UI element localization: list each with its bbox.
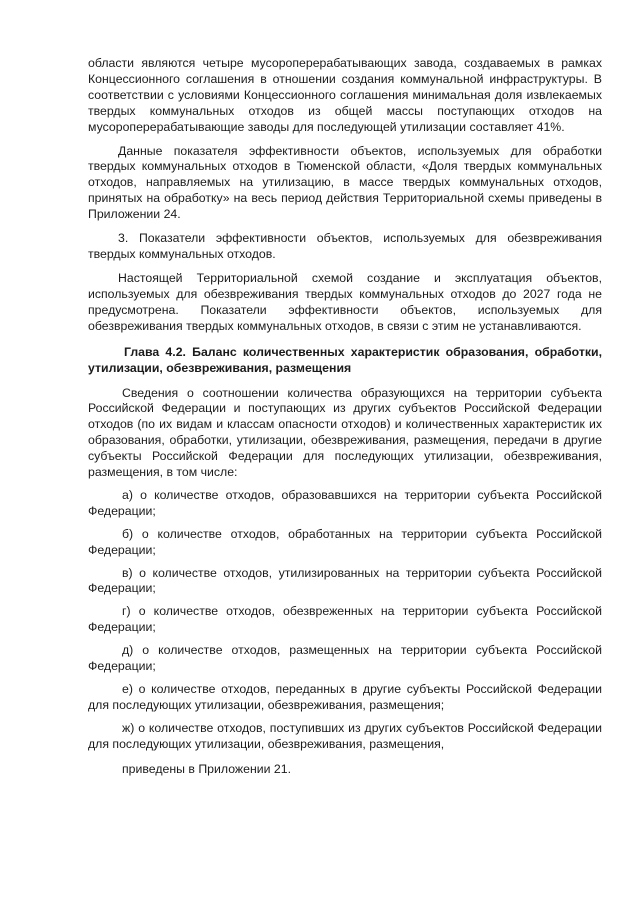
list-item-d: д) о количестве отходов, размещенных на территории субъекта Российской Федерации;	[88, 643, 602, 674]
list-item-g: г) о количестве отходов, обезвреженных на территории субъекта Российской Федерации;	[88, 604, 602, 635]
paragraph-closing: приведены в Приложении 21.	[122, 761, 292, 776]
list-item-b: б) о количестве отходов, обработанных на территории субъекта Российской Федерации;	[88, 526, 602, 557]
list-item-v: в) о количестве отходов, утилизированных на территории субъекта Российской Федерации;	[88, 565, 602, 596]
list-item-a: а) о количестве отходов, образовавшихся на территории субъекта Российской Федерации;	[88, 487, 602, 518]
paragraph-neutralization: Настоящей Территориальной схемой создание и эксплуатация объектов, используемых для обезвреживания твердых коммунальных отходов до 2027 года не предусмотрена. Показатели эффективности объектов, используемых для обезвреживания твердых коммунальных отходов, в связи с этим не устанавливаются.	[88, 270, 602, 333]
paragraph-concession-share: области являются четыре мусороперерабатывающих завода, создаваемых в рамках Концессионного соглашения в отношении создания коммунальной инфраструктуры. В соответствии с условиями Концессионного соглашения минимальная доля извлекаемых твердых коммунальных отходов из общей массы поступающих отходов на мусороперерабатывающие заводы для последующей утилизации составляет 41%.	[88, 56, 602, 134]
paragraph-intro: Сведения о соотношении количества образующихся на территории субъекта Российской Федерации и поступающих из других субъектов Российской Федерации отходов (по их видам и классам опасности отходов) и количественных характеристик их образования, обработки, утилизации, обезвреживания, размещения, передачи в другие субъекты Российской Федерации для последующих утилизации, обезвреживания, размещения, в том числе:	[88, 385, 602, 480]
document-page	[88, 56, 602, 778]
list-item-e: е) о количестве отходов, переданных в другие субъекты Российской Федерации для последующих утилизации, обезвреживания, размещения;	[88, 682, 602, 712]
list-item-zh: ж) о количестве отходов, поступивших из других субъектов Российской Федерации для последующих утилизации, обезвреживания, размещения,	[88, 720, 602, 751]
chapter-heading: Глава 4.2. Баланс количественных характеристик образования, обработки, утилизации, обезвреживания, размещения	[88, 344, 602, 375]
paragraph-efficiency-data: Данные показателя эффективности объектов, используемых для обработки твердых коммунальных отходов в Тюменской области, «Доля твердых коммунальных отходов, направляемых на утилизацию, в массе твердых коммунальных отходов, принятых на обработку» на весь период действия Территориальной схемы приведены в Приложении 24.	[88, 143, 602, 222]
numbered-item-3: 3. Показатели эффективности объектов, используемых для обезвреживания твердых коммунальных отходов.	[88, 231, 602, 261]
